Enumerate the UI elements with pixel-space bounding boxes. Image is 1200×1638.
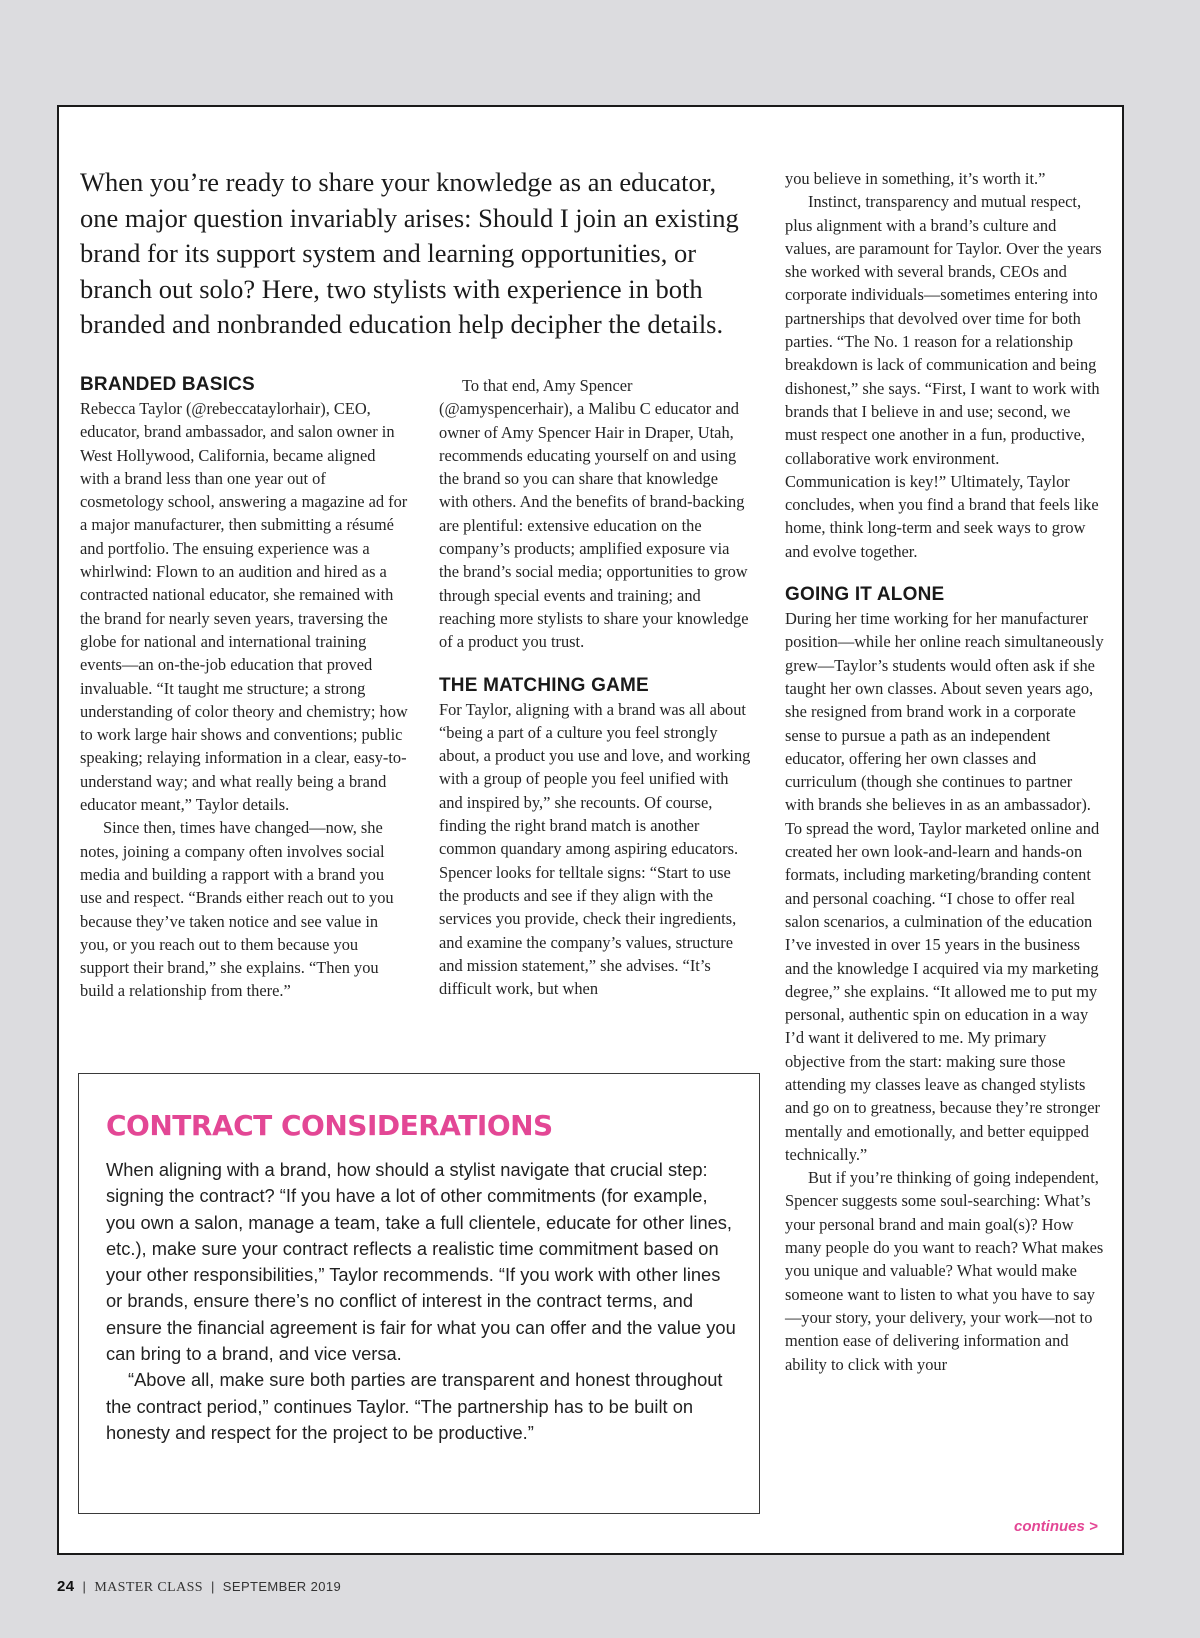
body-paragraph: you believe in something, it’s worth it.” <box>785 169 1046 188</box>
column-left <box>80 374 408 1003</box>
continues-link[interactable]: continues > <box>1014 1518 1098 1535</box>
contract-considerations-sidebar <box>78 1073 760 1514</box>
body-paragraph: For Taylor, aligning with a brand was all about “being a part of a culture you feel strongly about, a product you use and love, and working with a group of people you feel unified with and inspired by,” she recounts. Of course, finding the right brand match is another common quandary among aspiring educators. Spencer looks for telltale signs: “Start to use the products and see if they align with the services you provide, check their ingredients, and examine the company’s values, structure and mission statement,” she advises. “It’s difficult work, but when <box>439 699 751 999</box>
body-paragraph: To that end, Amy Spencer (@amyspencerhair), a Malibu C educator and owner of Amy Spencer Hair in Draper, Utah, recommends educating yourself on and using the brand so you can share that knowledge with others. And the benefits of brand-backing are plentiful: extensive education on the company’s products; amplified exposure via the brand’s social media; opportunities to grow through special events and training; and reaching more stylists to share your knowledge of a product you trust. <box>439 376 749 652</box>
sidebar-title: CONTRACT CONSIDERATIONS <box>106 1109 553 1142</box>
intro-deck: When you’re ready to share your knowledge as an educator, one major question invariably arises: Should I join an existing brand for its support system and learning opportunities, or branch out solo? Here, two stylists with experience in both branded and nonbranded education help decipher the details. <box>80 167 739 339</box>
body-paragraph: During her time working for her manufacturer position—while her online reach simultaneously grew—Taylor’s students would often ask if she taught her own classes. About seven years ago, she resigned from brand work in a corporate sense to pursue a path as an independent educator, offering her own classes and curriculum (though she continues to partner with brands she believes in as an ambassador). To spread the word, Taylor marketed online and created her own look-and-learn and hands-on formats, including marketing/branding content and personal coaching. “I chose to offer real salon scenarios, a culmination of the education I’ve invested in over 15 years in the business and the knowledge I acquired via my marketing degree,” she explains. “It allowed me to put my personal, authentic spin on education in a way I’d want it delivered to me. My primary objective from the start: making sure those attending my classes leave as changed stylists and go on to greatness, because they’re stronger mentally and emotionally, and better equipped technically.” <box>785 609 1104 1164</box>
column-right <box>785 167 1105 1376</box>
issue-date: SEPTEMBER 2019 <box>222 1579 342 1594</box>
body-paragraph: Instinct, transparency and mutual respect, plus alignment with a brand’s culture and values, are paramount for Taylor. Over the years she worked with several brands, CEOs and corporate individuals—sometimes entering into partnerships that devolved over time for both parties. “The No. 1 reason for a relationship breakdown is lack of communication and being dishonest,” she says. “First, I want to work with brands that I believe in and use; second, we must respect one another in a fun, productive, collaborative work environment. Communication is key!” Ultimately, Taylor concludes, when you find a brand that feels like home, think long-term and seek ways to grow and evolve together. <box>785 192 1102 561</box>
footer-separator: | <box>211 1579 215 1594</box>
sidebar-paragraph: When aligning with a brand, how should a stylist navigate that crucial step: signing the contract? “If you have a lot of other commitments (for example, you own a salon, manage a team, take a full clientele, educate for other lines, etc.), make sure your contract reflects a realistic time commitment based on your other responsibilities,” Taylor recommends. “If you work with other lines or brands, ensure there’s no conflict of interest in the contract terms, and ensure the financial agreement is fair for what you can offer and the value you can bring to a brand, and vice versa. <box>106 1159 736 1365</box>
heading-matching-game: THE MATCHING GAME <box>439 674 649 696</box>
body-paragraph: Since then, times have changed—now, she notes, joining a company often involves social media and building a rapport with a brand you use and respect. “Brands either reach out to you because they’ve taken notice and see value in you, or you reach out to them because you support their brand,” she explains. “Then you build a relationship from there.” <box>80 818 394 1001</box>
heading-branded-basics: BRANDED BASICS <box>80 374 255 395</box>
column-middle <box>439 374 751 1000</box>
magazine-name: MASTER CLASS <box>94 1580 203 1595</box>
body-paragraph: But if you’re thinking of going independent, Spencer suggests some soul-searching: What’s your personal brand and main goal(s)? How many people do you want to reach? What makes you unique and valuable? What would make someone want to listen to what you have to say—your story, your delivery, your work—not to mention ease of delivering information and ability to click with your <box>785 1168 1104 1374</box>
body-paragraph: Rebecca Taylor (@rebeccataylorhair), CEO, educator, brand ambassador, and salon owner in West Hollywood, California, became aligned with a brand less than one year out of cosmetology school, answering a magazine ad for a major manufacturer, then submitting a résumé and portfolio. The ensuing experience was a whirlwind: Flown to an audition and hired as a contracted national educator, she remained with the brand for nearly seven years, traversing the globe for national and international training events—an on-the-job education that proved invaluable. “It taught me structure; a strong understanding of color theory and chemistry; how to work large hair shows and conventions; public speaking; relaying information in a clear, easy-to-understand way; and what really being a brand educator meant,” Taylor details. <box>80 399 408 815</box>
page-footer <box>57 1578 341 1596</box>
footer-separator: | <box>82 1579 87 1594</box>
heading-going-it-alone: GOING IT ALONE <box>785 584 945 606</box>
page-number: 24 <box>57 1578 75 1595</box>
sidebar-body <box>106 1157 736 1446</box>
sidebar-paragraph: “Above all, make sure both parties are transparent and honest throughout the contract period,” continues Taylor. “The partnership has to be built on honesty and respect for the project to be productive.” <box>106 1369 723 1443</box>
